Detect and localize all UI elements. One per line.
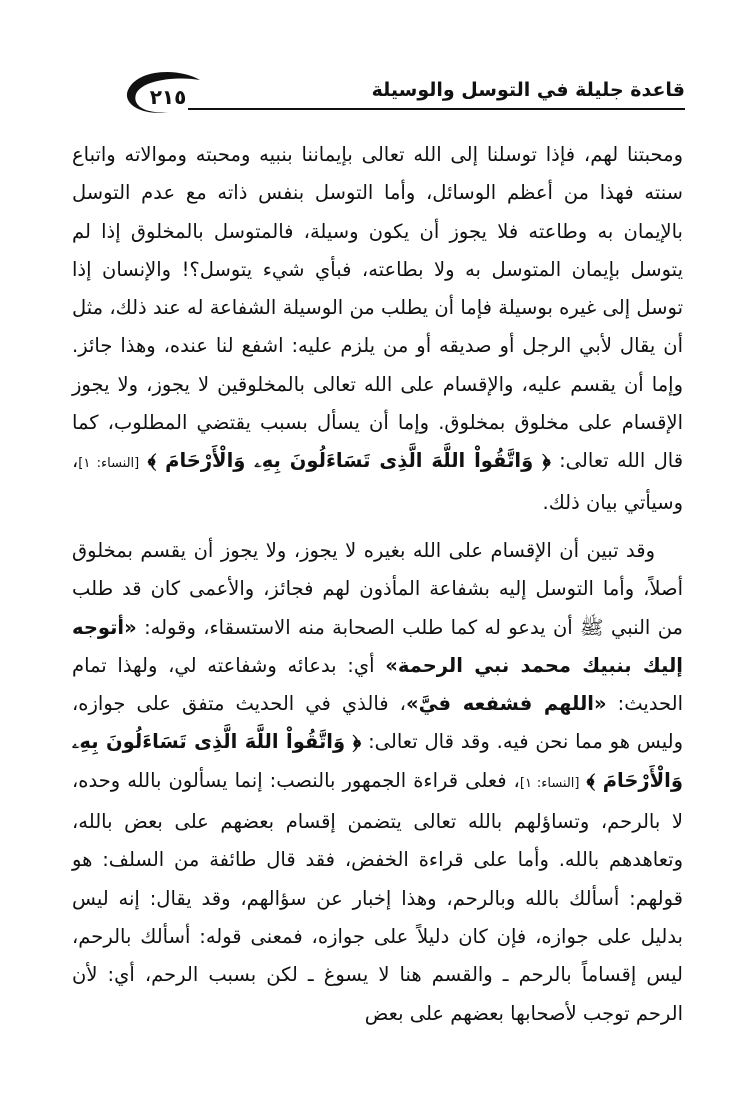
paragraph-2-text-3: ، فالذي في الحديث متفق على جوازه، وليس هو مما نحن فيه. وقد قال تعالى: — [72, 692, 684, 754]
quran-verse-1: ﴿ وَاتَّقُواْ اللَّهَ الَّذِى تَسَاءَلُونَ بِهِۦ وَالْأَرْحَامَ ﴾ — [147, 449, 551, 473]
hadith-quote-2: «اللهم فشفعه فيَّ» — [405, 692, 607, 716]
running-title: قاعدة جليلة في التوسل والوسيلة — [371, 79, 685, 101]
paragraph-2-text-4: ، فعلى قراءة الجمهور بالنصب: إنما يسألون بالله وحده، لا بالرحم، وتساؤلهم بالله تعالى يتضمن إقسام بعضهم على بعض بالله، وتعاهدهم بالله. وأما على قراءة الخفض، فقد قال طائفة من السلف: هو قولهم: أسألك بالله وبالرحم، وهذا إخبار عن سؤالهم، وقد يقال: إنه ليس بدليل على جوازه، فإن كان دليلاً على جوازه، فمعنى قوله: أسألك بالرحم، ليس إقساماً بالرحم ـ والقسم هنا لا يسوغ ـ لكن بسبب الرحم، أي: لأن الرحم توجب لأصحابها بعضهم على بعض — [72, 768, 683, 1025]
body-text — [72, 136, 683, 1033]
paragraph-2-text-1: وقد تبين أن الإقسام على الله بغيره لا يجوز، ولا يجوز أن يقسم بمخلوق أصلاً، وأما التوسل إليه بشفاعة المأذون لهم فجائز، والأعمى كان قد طلب من النبي ﷺ أن يدعو له كما طلب الصحابة منه الاستسقاء، وقوله: — [72, 538, 683, 639]
verse-reference-2: [النساء: ١] — [519, 775, 580, 791]
paragraph-1 — [72, 136, 683, 522]
page-number: ٢١٥ — [149, 85, 187, 109]
paragraph-2-text-2: أي: بدعائه وشفاعته لي، ولهذا تمام الحديث: — [72, 653, 683, 716]
paragraph-2 — [72, 532, 683, 1033]
page-number-ornament — [120, 70, 208, 118]
header-rule — [188, 108, 685, 110]
verse-reference-1: [النساء: ١] — [78, 456, 140, 472]
paragraph-1-text-1: ومحبتنا لهم، فإذا توسلنا إلى الله تعالى بإيماننا بنبيه ومحبته وموالاته واتباع سنته فهذا من أعظم الوسائل، وأما التوسل بنفس ذاته مع عدم التوسل بالإيمان به وطاعته فلا يجوز أن يكون وسيلة، فالمتوسل بالمخلوق إذا لم يتوسل بإيمان المتوسل به ولا بطاعته، فبأي شيء يتوسل؟! والإنسان إذا توسل إلى غيره بوسيلة فإما أن يطلب من الوسيلة الشفاعة له عند ذلك، مثل أن يقال لأبي الرجل أو صديقه أو من يلزم عليه: اشفع لنا عنده، وهذا جائز. وإما أن يقسم عليه، والإقسام على الله تعالى بالمخلوقين لا يجوز، ولا يجوز الإقسام على مخلوق بمخلوق. وإما أن يسأل بسبب يقتضي المطلوب، كما قال الله تعالى: — [72, 143, 684, 473]
paragraph-1-text-2: ، وسيأتي بيان ذلك. — [72, 449, 683, 514]
quran-verse-2: ﴿ وَاتَّقُواْ اللَّهَ الَّذِى تَسَاءَلُونَ بِهِۦ وَالْأَرْحَامَ ﴾ — [72, 730, 683, 792]
hadith-quote-1: «أتوجه إليك بنبيك محمد نبي الرحمة» — [72, 615, 683, 677]
page-header — [120, 70, 685, 110]
